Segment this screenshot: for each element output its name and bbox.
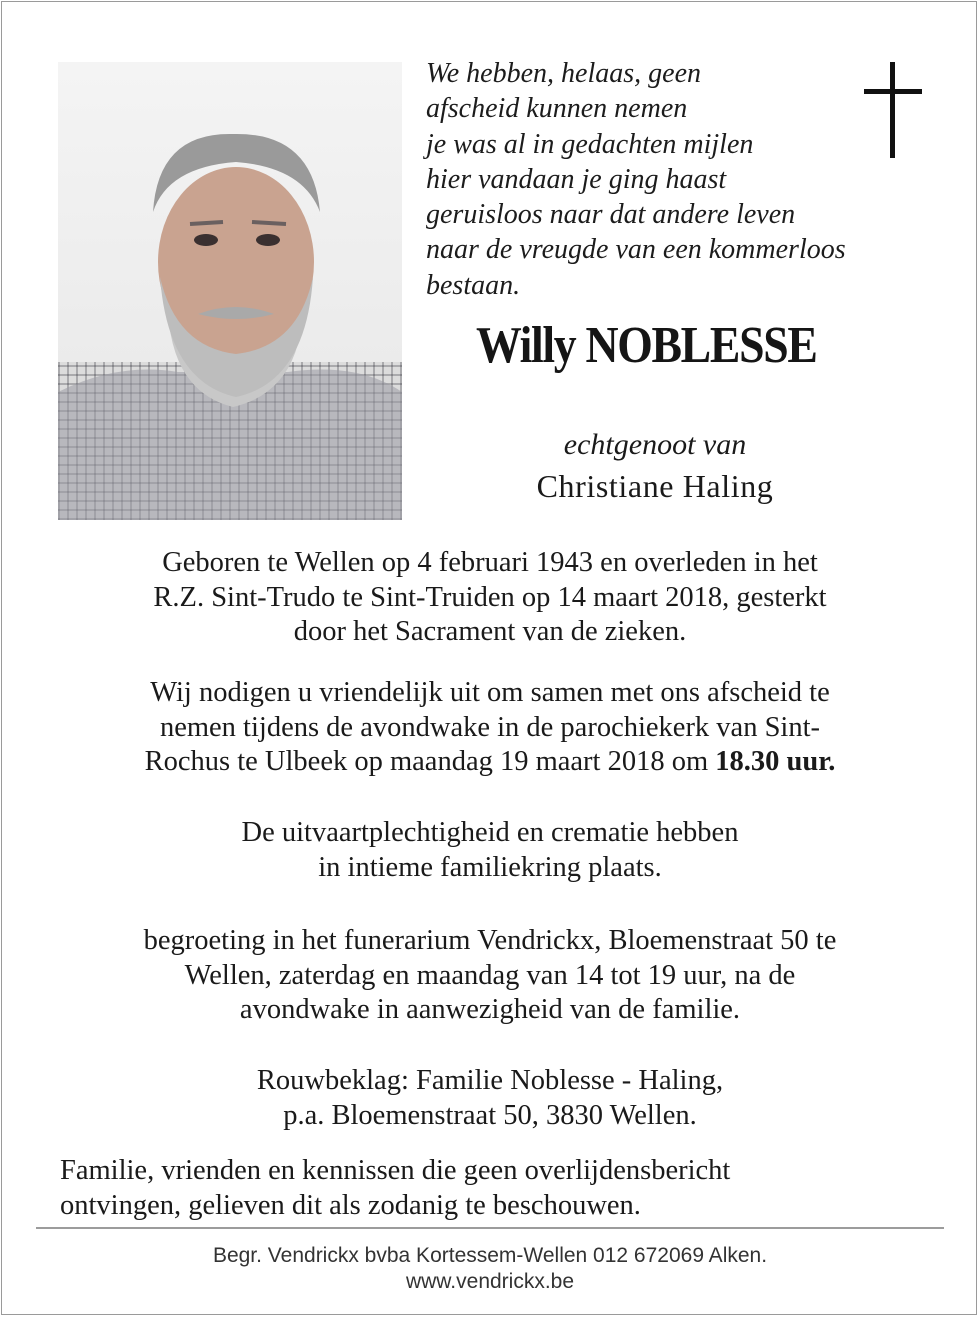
text-line: ontvingen, gelieven dit als zodanig te beschouwen. bbox=[60, 1189, 641, 1221]
condolence-paragraph bbox=[40, 1064, 940, 1133]
text-line: nemen tijdens de avondwake in de parochiekerk van Sint- bbox=[159, 711, 821, 743]
text-line: R.Z. Sint-Trudo te Sint-Truiden op 14 maart 2018, gesterkt bbox=[153, 581, 827, 613]
poem-line: naar de vreugde van een kommerloos bbox=[426, 234, 846, 266]
portrait-photo bbox=[58, 62, 402, 520]
cross-icon bbox=[864, 62, 922, 158]
deceased-name: Willy NOBLESSE bbox=[476, 317, 817, 374]
notice-paragraph bbox=[60, 1154, 940, 1223]
text-span: Rochus te Ulbeek op maandag 19 maart 2018 om bbox=[144, 746, 716, 778]
text-line: door het Sacrament van de zieken. bbox=[293, 616, 687, 648]
text-line: Familie, vrienden en kennissen die geen overlijdensbericht bbox=[60, 1155, 731, 1186]
spouse-name: Christiane Haling bbox=[536, 468, 774, 504]
divider bbox=[36, 1227, 944, 1229]
invitation-paragraph bbox=[40, 676, 940, 780]
poem-line: je was al in gedachten mijlen bbox=[426, 128, 754, 160]
poem-line: afscheid kunnen nemen bbox=[426, 93, 688, 125]
memorial-poem bbox=[426, 56, 866, 303]
poem-line: hier vandaan je ging haast bbox=[426, 163, 727, 195]
text-line: Geboren te Wellen op 4 februari 1943 en overleden in het bbox=[162, 547, 818, 578]
text-line: avondwake in aanwezigheid van de familie. bbox=[239, 994, 741, 1026]
text-line: in intieme familiekring plaats. bbox=[318, 851, 662, 883]
greeting-paragraph bbox=[40, 924, 940, 1028]
text-line: begroeting in het funerarium Vendrickx, Bloemenstraat 50 te bbox=[143, 925, 837, 956]
text-line: Wij nodigen u vriendelijk uit om samen met ons afscheid te bbox=[150, 677, 830, 708]
text-line: p.a. Bloemenstraat 50, 3830 Wellen. bbox=[283, 1099, 697, 1131]
ceremony-paragraph bbox=[40, 816, 940, 885]
poem-line: bestaan. bbox=[426, 269, 521, 301]
poem-line: We hebben, helaas, geen bbox=[426, 58, 701, 89]
footer-company: Begr. Vendrickx bvba Kortessem-Wellen 012 672069 Alken. bbox=[212, 1244, 768, 1267]
wake-time: 18.30 uur. bbox=[715, 746, 836, 778]
footer-website[interactable]: www.vendrickx.be bbox=[405, 1270, 575, 1293]
relation-label: echtgenoot van bbox=[563, 428, 747, 461]
birth-death-paragraph bbox=[40, 546, 940, 650]
text-line: Wellen, zaterdag en maandag van 14 tot 19 uur, na de bbox=[184, 959, 796, 991]
text-line bbox=[40, 745, 940, 780]
text-line: De uitvaartplechtigheid en crematie hebben bbox=[241, 817, 739, 848]
poem-line: geruisloos naar dat andere leven bbox=[426, 199, 796, 231]
text-line: Rouwbeklag: Familie Noblesse - Haling, bbox=[256, 1065, 724, 1096]
